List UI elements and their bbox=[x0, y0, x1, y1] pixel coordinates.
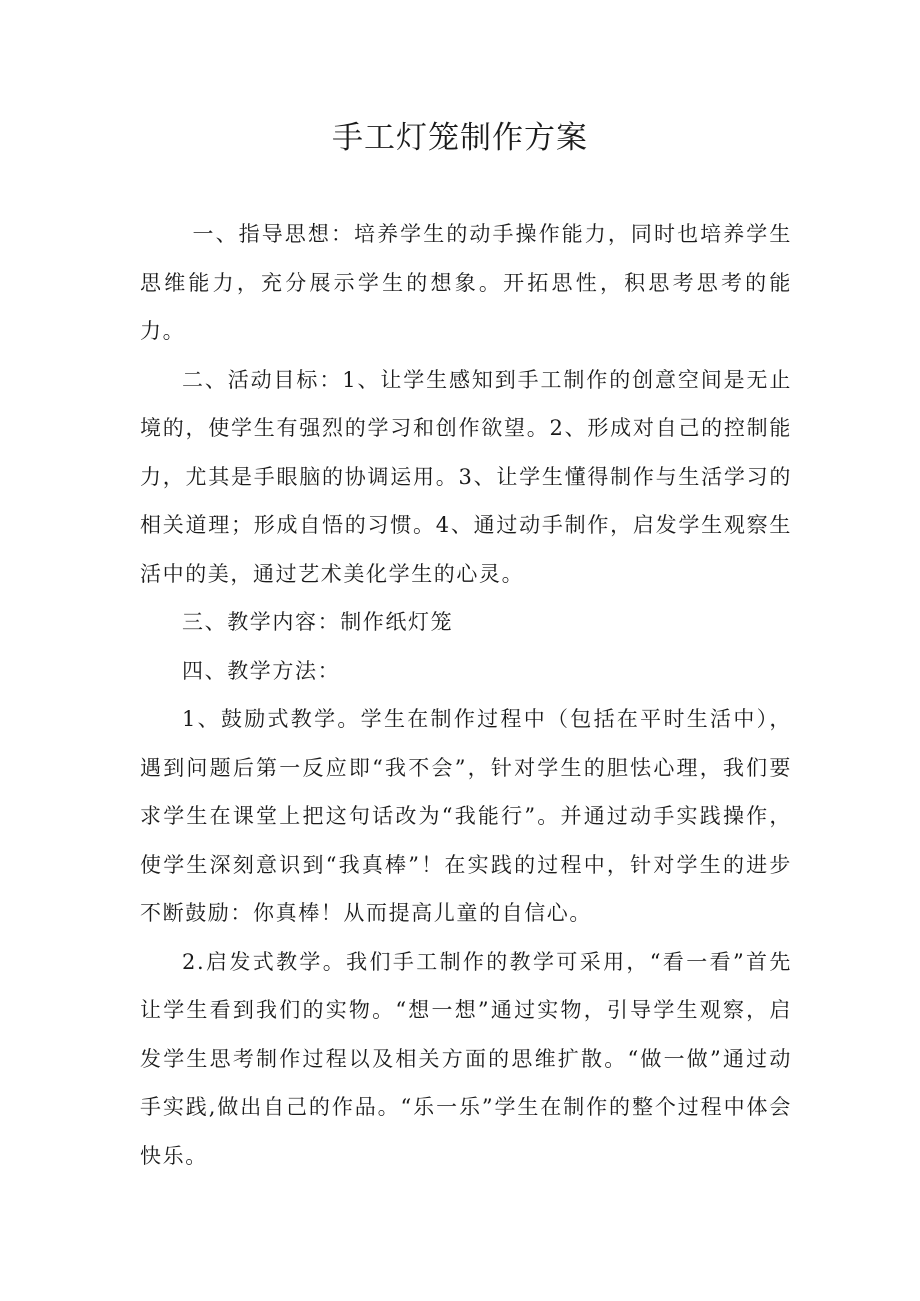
document-title: 手工灯笼制作方案 bbox=[332, 120, 588, 156]
paragraph-guiding-ideology: 一、指导思想：培养学生的动手操作能力，同时也培养学生思维能力，充分展示学生的想象。开拓思性，积思考思考的能力。 bbox=[140, 222, 792, 343]
paragraph-encouraging-teaching: 1、鼓励式教学。学生在制作过程中（包括在平时生活中），遇到问题后第一反应即“我不会”，针对学生的胆怯心理，我们要求学生在课堂上把这句话改为“我能行”。并通过动手实践操作，使学生深刻意识到“我真棒”！在实践的过程中，针对学生的进步不断鼓励：你真棒！从而提高儿童的自信心。 bbox=[140, 707, 792, 925]
paragraph-activity-goals: 二、活动目标：1、让学生感知到手工制作的创意空间是无止境的，使学生有强烈的学习和创作欲望。2、形成对自己的控制能力，尤其是手眼脑的协调运用。3、让学生懂得制作与生活学习的相关道理；形成自悟的习惯。4、通过动手制作，启发学生观察生活中的美，通过艺术美化学生的心灵。 bbox=[140, 367, 792, 586]
paragraph-teaching-methods-heading: 四、教学方法： bbox=[182, 658, 341, 683]
paragraph-heuristic-teaching: 2.启发式教学。我们手工制作的教学可采用，“看一看”首先让学生看到我们的实物。“想一想”通过实物，引导学生观察，启发学生思考制作过程以及相关方面的思维扩散。“做一做”通过动手实践,做出自己的作品。“乐一乐”学生在制作的整个过程中体会快乐。 bbox=[140, 949, 792, 1168]
document-body bbox=[140, 210, 792, 1180]
paragraph-teaching-content: 三、教学内容：制作纸灯笼 bbox=[182, 610, 454, 634]
